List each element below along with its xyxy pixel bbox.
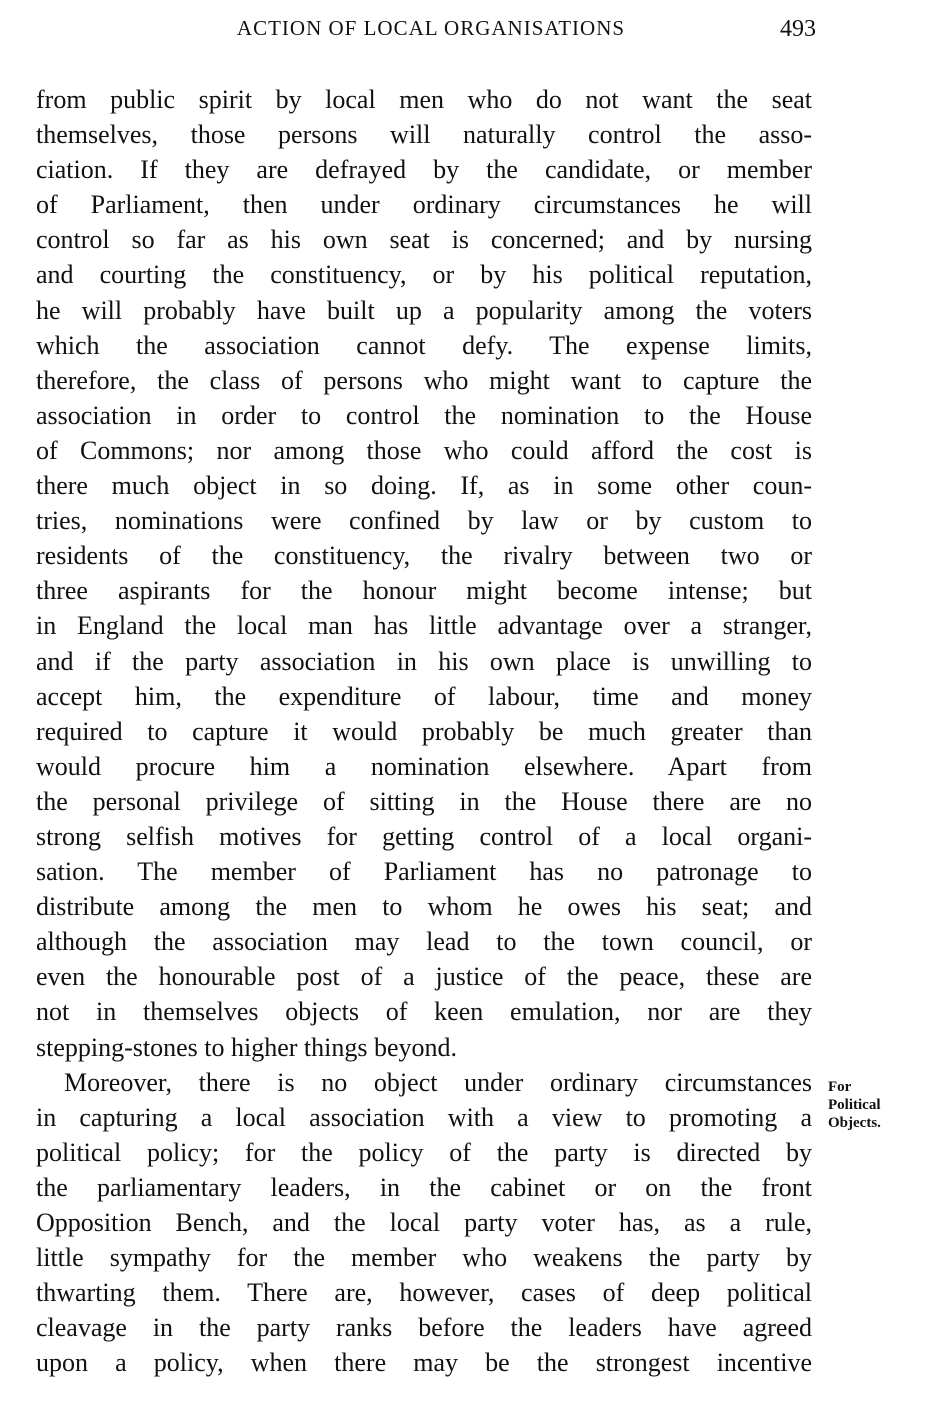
text-line: tries, nominations were confined by law or by custom to [36,506,812,536]
text-line: from public spirit by local men who do not want the seat [36,85,812,114]
body-text [36,82,812,1380]
paragraph-end-line: stepping-stones to higher things beyond. [36,1032,458,1062]
text-line: three aspirants for the honour might become intense; but [36,576,812,606]
text-line: therefore, the class of persons who might want to capture the [36,365,812,395]
running-title: ACTION OF LOCAL ORGANISATIONS [236,16,626,40]
text-line: not in themselves objects of keen emulation, nor are they [36,997,812,1027]
text-line: and if the party association in his own place is unwilling to [36,646,812,676]
page-number: 493 [780,16,816,42]
text-line: sation. The member of Parliament has no patronage to [36,857,812,887]
margin-note [828,1078,924,1132]
text-line: upon a policy, when there may be the strongest incentive [36,1348,812,1378]
text-line: even the honourable post of a justice of the peace, these are [36,962,812,992]
text-line: required to capture it would probably be much greater than [36,716,812,746]
text-line: distribute among the men to whom he owes his seat; and [36,892,812,922]
text-line: themselves, those persons will naturally control the asso- [36,120,812,150]
text-line: would procure him a nomination elsewhere. Apart from [36,751,812,781]
text-line: strong selfish motives for getting control of a local organi- [36,821,812,851]
margin-note-line: Objects. [828,1115,881,1131]
text-line: he will probably have built up a popularity among the voters [36,295,812,325]
text-line: the personal privilege of sitting in the House there are no [36,786,812,816]
text-line: of Parliament, then under ordinary circumstances he will [36,190,812,220]
text-line: in capturing a local association with a view to promoting a [36,1102,812,1132]
text-line: there much object in so doing. If, as in some other coun- [36,471,812,501]
text-line: which the association cannot defy. The expense limits, [36,330,812,360]
margin-note-line: Political [828,1097,881,1113]
text-line: control so far as his own seat is concerned; and by nursing [36,225,812,255]
text-line: although the association may lead to the town council, or [36,927,812,957]
running-header [36,16,826,50]
text-line: cleavage in the party ranks before the leaders have agreed [36,1313,812,1343]
text-line: Opposition Bench, and the local party voter has, as a rule, [36,1208,812,1237]
text-line: little sympathy for the member who weakens the party by [36,1243,812,1273]
margin-note-line: For [828,1079,852,1095]
text-line: the parliamentary leaders, in the cabinet or on the front [36,1172,812,1202]
text-line: ciation. If they are defrayed by the candidate, or member [36,155,812,185]
text-line: in England the local man has little advantage over a stranger, [36,611,812,641]
text-line: political policy; for the policy of the party is directed by [36,1137,812,1167]
text-line: residents of the constituency, the rivalry between two or [36,541,812,571]
text-line: and courting the constituency, or by his political reputation, [36,260,812,290]
text-line: thwarting them. There are, however, cases of deep political [36,1278,812,1308]
text-line: of Commons; nor among those who could afford the cost is [36,435,812,465]
text-line: accept him, the expenditure of labour, time and money [36,681,812,711]
paragraph-start-line: Moreover, there is no object under ordinary circumstances [64,1067,812,1097]
text-line: association in order to control the nomination to the House [36,400,812,430]
